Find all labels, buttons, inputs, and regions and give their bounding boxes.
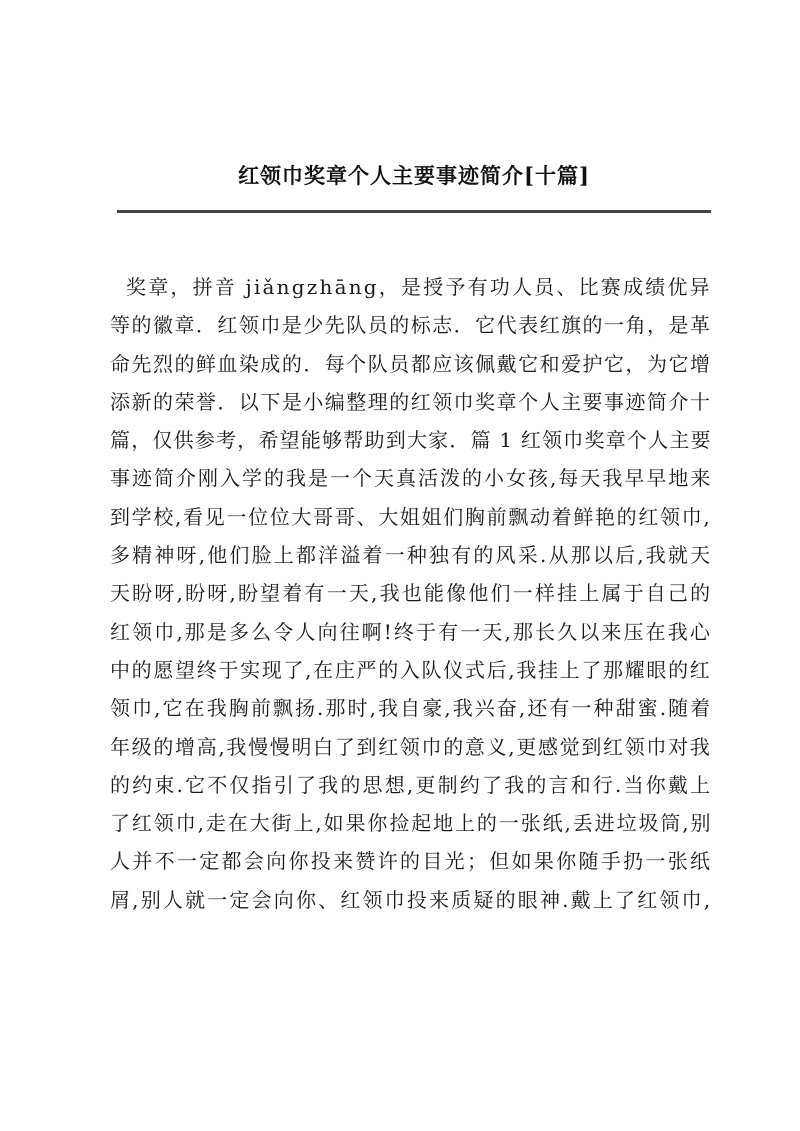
body-line: 人并不一定都会向你投来赞许的目光；但如果你随手扔一张纸 (110, 849, 713, 874)
document-body (110, 268, 713, 919)
body-line: 命先烈的鲜血染成的．每个队员都应该佩戴它和爱护它，为它增 (110, 351, 712, 376)
body-line: 了红领巾,走在大街上,如果你捡起地上的一张纸,丢进垃圾筒,别 (110, 811, 713, 836)
body-line: 奖章，拼音 jiǎngzhāng，是授予有功人员、比赛成绩优异 (126, 275, 712, 299)
title-underline (117, 210, 711, 213)
body-line: 篇，仅供参考，希望能够帮助到大家．篇 1 红领巾奖章个人主要 (110, 428, 712, 453)
body-line: 等的徽章．红领巾是少先队员的标志．它代表红旗的一角，是革 (110, 313, 712, 338)
body-line: 添新的荣誉．以下是小编整理的红领巾奖章个人主要事迹简介十 (110, 389, 712, 414)
body-line: 屑,别人就一定会向你、红领巾投来质疑的眼神.戴上了红领巾, (110, 887, 713, 912)
body-line: 中的愿望终于实现了,在庄严的入队仪式后,我挂上了那耀眼的红 (110, 657, 712, 682)
body-line: 多精神呀,他们脸上都洋溢着一种独有的风采.从那以后,我就天 (110, 543, 713, 568)
body-line: 到学校,看见一位位大哥哥、大姐姐们胸前飘动着鲜艳的红领巾, (110, 504, 712, 529)
body-line: 事迹简介刚入学的我是一个天真活泼的小女孩,每天我早早地来 (110, 466, 713, 491)
body-line: 天盼呀,盼呀,盼望着有一天,我也能像他们一样挂上属于自己的 (110, 581, 713, 606)
body-line: 的约束.它不仅指引了我的思想,更制约了我的言和行.当你戴上 (110, 772, 713, 797)
document-title: 红领巾奖章个人主要事迹简介[十篇] (238, 163, 590, 188)
body-line: 年级的增高,我慢慢明白了到红领巾的意义,更感觉到红领巾对我 (110, 734, 712, 759)
body-line: 红领巾,那是多么令人向往啊!终于有一天,那长久以来压在我心 (110, 619, 712, 644)
body-line: 领巾,它在我胸前飘扬.那时,我自豪,我兴奋,还有一种甜蜜.随着 (110, 696, 713, 721)
